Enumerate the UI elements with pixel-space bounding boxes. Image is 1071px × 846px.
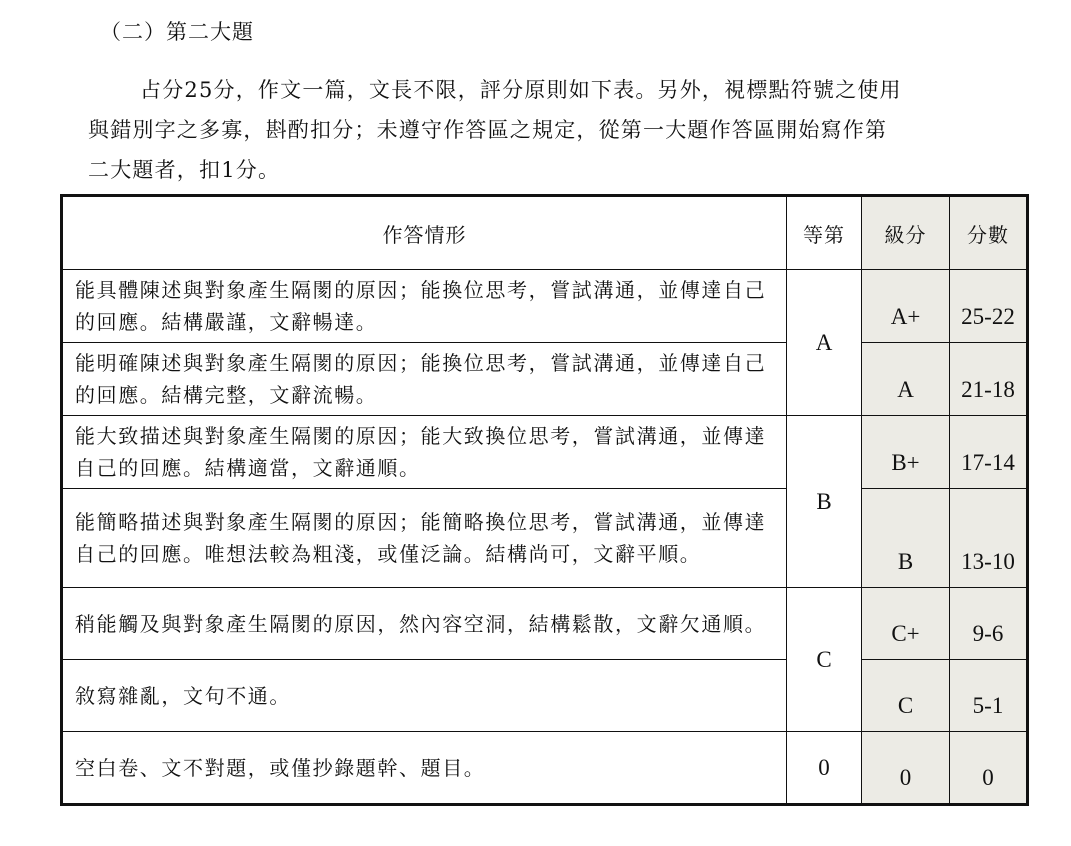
intro-line-3: 二大題者，扣1分。 bbox=[88, 158, 281, 182]
intro-line-2: 與錯別字之多寡，斟酌扣分；未遵守作答區之規定，從第一大題作答區開始寫作第 bbox=[88, 118, 888, 142]
header-description: 作答情形 bbox=[62, 196, 787, 270]
row-description: 敘寫雜亂，文句不通。 bbox=[62, 660, 787, 732]
scoring-rubric-table bbox=[60, 194, 1029, 806]
row-description: 能大致描述與對象產生隔閡的原因；能大致換位思考，嘗試溝通，並傳達自己的回應。結構適當，文辭通順。 bbox=[62, 416, 787, 489]
score-cell: 0 bbox=[950, 732, 1028, 805]
row-description: 稍能觸及與對象產生隔閡的原因，然內容空洞，結構鬆散，文辭欠通順。 bbox=[62, 588, 787, 660]
header-grade: 等第 bbox=[787, 196, 862, 270]
header-score: 分數 bbox=[950, 196, 1028, 270]
grade-cell: B bbox=[787, 416, 862, 588]
section-title: （二）第二大題 bbox=[100, 20, 254, 44]
table-row bbox=[62, 416, 1028, 489]
row-description: 能明確陳述與對象產生隔閡的原因；能換位思考，嘗試溝通，並傳達自己的回應。結構完整，文辭流暢。 bbox=[62, 343, 787, 416]
level-cell: B bbox=[862, 489, 950, 588]
table-header-row bbox=[62, 196, 1028, 270]
row-description: 能簡略描述與對象產生隔閡的原因；能簡略換位思考，嘗試溝通，並傳達自己的回應。唯想法較為粗淺，或僅泛論。結構尚可，文辭平順。 bbox=[62, 489, 787, 588]
grade-cell: C bbox=[787, 588, 862, 732]
table-row bbox=[62, 732, 1028, 805]
header-level: 級分 bbox=[862, 196, 950, 270]
level-cell: A bbox=[862, 343, 950, 416]
table-row bbox=[62, 270, 1028, 343]
row-description: 空白卷、文不對題，或僅抄錄題幹、題目。 bbox=[62, 732, 787, 805]
intro-line-1: 占分25分，作文一篇，文長不限，評分原則如下表。另外，視標點符號之使用 bbox=[140, 78, 902, 102]
level-cell: C+ bbox=[862, 588, 950, 660]
table-row bbox=[62, 588, 1028, 660]
row-description: 能具體陳述與對象產生隔閡的原因；能換位思考，嘗試溝通，並傳達自己的回應。結構嚴謹，文辭暢達。 bbox=[62, 270, 787, 343]
table-row bbox=[62, 489, 1028, 588]
level-cell: 0 bbox=[862, 732, 950, 805]
level-cell: B+ bbox=[862, 416, 950, 489]
level-cell: C bbox=[862, 660, 950, 732]
grade-cell: A bbox=[787, 270, 862, 416]
score-cell: 5-1 bbox=[950, 660, 1028, 732]
table-row bbox=[62, 343, 1028, 416]
score-cell: 13-10 bbox=[950, 489, 1028, 588]
score-cell: 21-18 bbox=[950, 343, 1028, 416]
intro-paragraph bbox=[88, 70, 1008, 190]
score-cell: 17-14 bbox=[950, 416, 1028, 489]
level-cell: A+ bbox=[862, 270, 950, 343]
table-row bbox=[62, 660, 1028, 732]
score-cell: 9-6 bbox=[950, 588, 1028, 660]
score-cell: 25-22 bbox=[950, 270, 1028, 343]
grade-cell: 0 bbox=[787, 732, 862, 805]
